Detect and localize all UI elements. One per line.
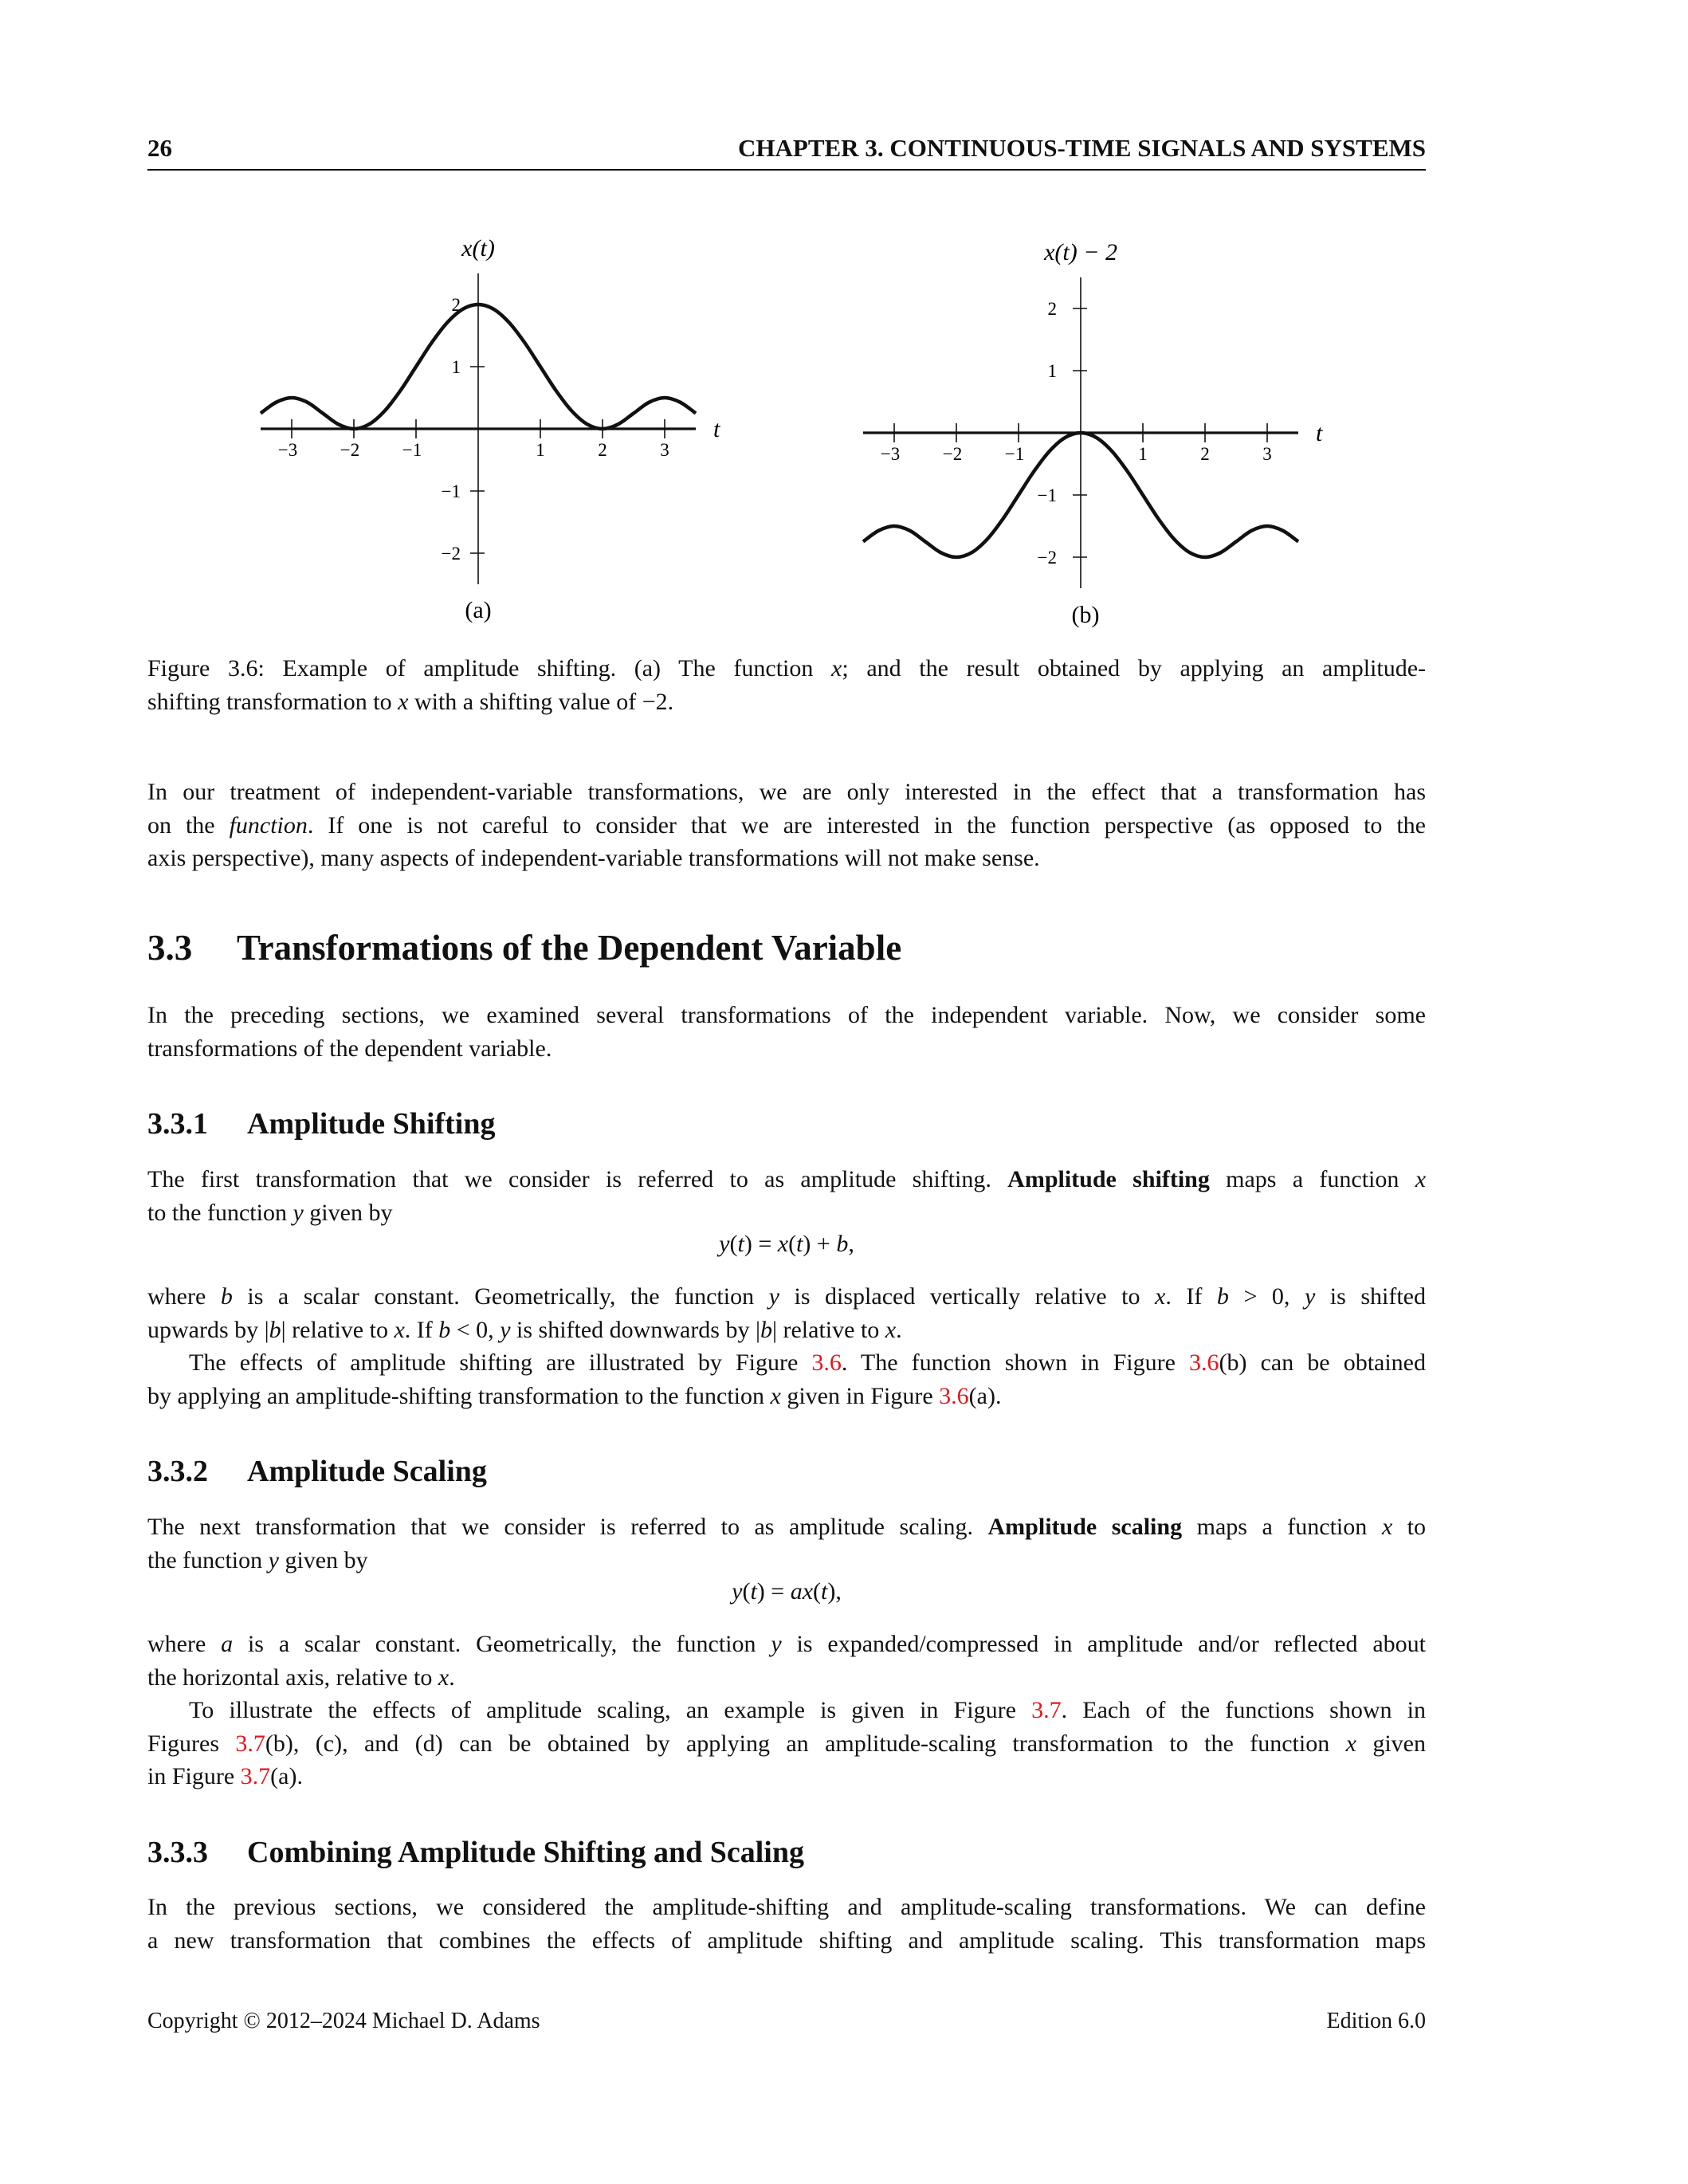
italic-text: y [732, 1578, 743, 1605]
text-run: ( [813, 1578, 822, 1605]
bold-term: Amplitude scaling [987, 1514, 1183, 1540]
x-tick-label: −2 [340, 440, 360, 460]
text-run: in Figure [147, 1763, 241, 1789]
italic-text: x [438, 1664, 449, 1691]
subsection-title: Combining Amplitude Shifting and Scaling [247, 1836, 804, 1869]
subsection-heading [147, 1835, 804, 1870]
text-run: maps a function [1209, 1166, 1415, 1192]
subsection-title: Amplitude Shifting [247, 1107, 496, 1141]
section-heading [147, 927, 901, 968]
text-run: given in Figure [780, 1382, 940, 1409]
italic-text: x [1415, 1166, 1427, 1192]
paragraph [147, 1510, 1426, 1577]
figure-link[interactable]: 3.6 [811, 1349, 842, 1376]
italic-text: t [796, 1231, 803, 1257]
figure-link[interactable]: 3.7 [235, 1730, 265, 1757]
text-run: . [896, 1316, 902, 1343]
subsection-number: 3.3.2 [147, 1455, 208, 1488]
subsection-heading [147, 1106, 495, 1141]
text-run: to the function [147, 1199, 293, 1226]
x-tick-label: −1 [402, 440, 422, 460]
text-line [147, 999, 1426, 1032]
text-run: given by [278, 1546, 368, 1573]
text-line [147, 1032, 1426, 1066]
text-run: (a). [968, 1382, 1002, 1409]
subsection-number: 3.3.1 [147, 1107, 208, 1141]
text-run: ) = [744, 1231, 778, 1257]
text-line [147, 1924, 1426, 1958]
section-title: Transformations of the Dependent Variable [237, 928, 902, 968]
figure-link[interactable]: 3.6 [939, 1382, 969, 1409]
text-run: . If one is not careful to consider that we are interested in the function perspective (as opposed to the [307, 811, 1427, 839]
x-tick-label: 3 [1262, 444, 1272, 464]
paragraph [147, 776, 1426, 875]
italic-text: x [394, 1316, 405, 1343]
x-tick-label: −2 [942, 444, 963, 464]
equation [147, 1578, 1426, 1605]
text-run: . Each of the functions shown in [1061, 1697, 1427, 1723]
italic-text: x [398, 688, 409, 715]
italic-text: y [768, 1283, 779, 1310]
text-line [147, 1891, 1426, 1924]
text-run: with a shifting value of −2. [408, 688, 674, 715]
y-tick-label: 2 [1047, 299, 1057, 319]
plot-a [261, 235, 720, 584]
text-run: . The function shown in Figure [841, 1349, 1189, 1376]
text-run: the function [147, 1546, 269, 1573]
text-run: To illustrate the effects of amplitude scaling, an example is given in Figure [189, 1697, 1032, 1723]
y-tick-label: −2 [1037, 548, 1057, 568]
y-tick-label: −1 [1037, 485, 1057, 505]
y-tick-label: −2 [441, 544, 461, 564]
italic-text: x [777, 1231, 789, 1257]
text-run: . If [1165, 1283, 1217, 1310]
text-run: maps a function [1182, 1514, 1382, 1540]
subsection-heading [147, 1454, 487, 1489]
paragraph [147, 1694, 1426, 1793]
text-line [147, 1510, 1426, 1544]
text-run: The first transformation that we consider is referred to as amplitude shifting. [147, 1166, 1008, 1192]
text-line [147, 1314, 1426, 1347]
text-run: , [848, 1231, 854, 1257]
paragraph [147, 1163, 1426, 1229]
text-run: is displaced vertically relative to [779, 1283, 1156, 1310]
text-line [147, 652, 1426, 685]
panel-label-b: (b) [1071, 602, 1100, 628]
text-run: given [1356, 1730, 1426, 1757]
figure-link[interactable]: 3.7 [240, 1763, 271, 1789]
italic-text: x [1155, 1283, 1166, 1310]
text-run: | relative to [772, 1316, 885, 1343]
equation [147, 1231, 1426, 1258]
x-tick-label: 2 [598, 440, 607, 460]
x-axis-label: t [1316, 420, 1323, 446]
paragraph [147, 1280, 1426, 1346]
text-line [147, 809, 1426, 843]
italic-text: x [1381, 1514, 1393, 1540]
x-tick-label: 2 [1200, 444, 1210, 464]
text-run: on the [147, 811, 230, 839]
footer-edition: Edition 6.0 [1326, 2009, 1426, 2033]
italic-text: b [1216, 1283, 1229, 1310]
text-run: The effects of amplitude shifting are illustrated by Figure [189, 1349, 812, 1376]
panel-label-a: (a) [465, 597, 492, 623]
italic-text: b [836, 1231, 849, 1257]
subsection-number: 3.3.3 [147, 1836, 208, 1869]
page-number: 26 [147, 134, 172, 162]
text-run: ( [729, 1231, 738, 1257]
paragraph [147, 999, 1426, 1065]
italic-text: t [750, 1578, 757, 1605]
text-line [147, 1196, 1426, 1230]
text-run: by applying an amplitude-shifting transformation to the function [147, 1382, 771, 1409]
italic-text: y [268, 1546, 279, 1573]
text-run: | relative to [281, 1316, 395, 1343]
text-run: ) = [756, 1578, 791, 1605]
text-run: < 0, [450, 1316, 501, 1343]
text-run: is a scalar constant. Geometrically, the function [233, 1631, 771, 1657]
figure-caption [147, 652, 1426, 718]
italic-text: x [885, 1316, 897, 1343]
italic-text: y [1304, 1283, 1316, 1310]
text-run: is a scalar constant. Geometrically, the function [232, 1283, 769, 1310]
italic-text: x [831, 655, 842, 682]
text-run: (a). [270, 1763, 303, 1789]
text-run: In our treatment of independent-variable transformations, we are only interested in the effect that a transformation has [147, 779, 1426, 805]
text-run: a new transformation that combines the effects of amplitude shifting and amplitude scaling. This transformation maps [147, 1927, 1426, 1954]
x-tick-label: −1 [1004, 444, 1025, 464]
italic-text: x [770, 1382, 781, 1409]
text-line [147, 1694, 1426, 1727]
text-run: where [147, 1283, 221, 1310]
y-axis-label: x(t) − 2 [1044, 239, 1117, 265]
italic-text: b [438, 1316, 451, 1343]
x-tick-label: 3 [660, 440, 669, 460]
paragraph [147, 1891, 1426, 1957]
text-line [147, 1280, 1426, 1314]
x-tick-label: −3 [277, 440, 298, 460]
y-tick-label: 1 [451, 357, 461, 377]
text-line [147, 1544, 1426, 1577]
italic-text: ax [790, 1578, 814, 1605]
text-run: shifting transformation to [147, 688, 398, 715]
text-run: (b) can be obtained [1219, 1349, 1426, 1376]
subsection-title: Amplitude Scaling [247, 1455, 487, 1488]
text-run: transformations of the dependent variable. [147, 1035, 552, 1062]
y-tick-label: 1 [1047, 361, 1057, 381]
italic-text: b [220, 1283, 233, 1310]
text-line [147, 1380, 1426, 1413]
text-run: axis perspective), many aspects of independent-variable transformations will not make sense. [147, 845, 1040, 871]
plot-b [863, 239, 1323, 588]
x-axis-label: t [713, 416, 720, 442]
text-run: is shifted [1315, 1283, 1426, 1310]
figure-link[interactable]: 3.7 [1031, 1697, 1062, 1723]
footer-copyright: Copyright © 2012–2024 Michael D. Adams [147, 2009, 540, 2033]
text-line [147, 1346, 1426, 1380]
italic-text: y [500, 1316, 511, 1343]
italic-text: y [719, 1231, 730, 1257]
text-run: the horizontal axis, relative to [147, 1664, 438, 1691]
text-run: (b), (c), and (d) can be obtained by applying an amplitude-scaling transformation to the function [265, 1730, 1346, 1757]
paragraph [147, 1346, 1426, 1412]
text-line [147, 1661, 1426, 1695]
text-run: is shifted downwards by | [510, 1316, 760, 1343]
text-run: Figures [147, 1730, 236, 1757]
text-run: Figure 3.6: Example of amplitude shifting. (a) The function [147, 655, 832, 682]
italic-text: function [229, 811, 308, 839]
x-tick-label: −3 [880, 444, 901, 464]
text-run: The next transformation that we consider is referred to as amplitude scaling. [147, 1514, 988, 1540]
italic-text: x [1345, 1730, 1356, 1757]
italic-text: t [737, 1231, 744, 1257]
text-run: . [449, 1664, 455, 1691]
y-axis-label: x(t) [461, 235, 495, 261]
text-run: ( [788, 1231, 797, 1257]
text-run: ), [827, 1578, 842, 1605]
text-run: . If [404, 1316, 439, 1343]
text-run: given by [303, 1199, 393, 1226]
text-line [147, 1163, 1426, 1196]
italic-text: t [821, 1578, 828, 1605]
text-line [147, 842, 1426, 875]
text-run: is expanded/compressed in amplitude and/or reflected about [781, 1631, 1426, 1657]
section-number: 3.3 [147, 928, 193, 968]
figure-3-6 [0, 0, 1688, 654]
text-run: where [147, 1631, 222, 1657]
text-run: ( [742, 1578, 751, 1605]
text-line [147, 1628, 1426, 1661]
text-run: to [1392, 1514, 1427, 1540]
text-run: > 0, [1228, 1283, 1305, 1310]
y-tick-label: 2 [451, 295, 461, 315]
italic-text: y [292, 1199, 304, 1226]
text-run: ) + [803, 1231, 837, 1257]
x-tick-label: 1 [1138, 444, 1148, 464]
text-line [147, 685, 1426, 719]
x-tick-label: 1 [536, 440, 545, 460]
text-line [147, 1760, 1426, 1793]
bold-term: Amplitude shifting [1007, 1166, 1210, 1192]
running-header: CHAPTER 3. CONTINUOUS-TIME SIGNALS AND SYSTEMS [738, 134, 1426, 162]
italic-text: a [221, 1631, 234, 1657]
text-run: ; and the result obtained by applying an amplitude- [842, 655, 1426, 682]
figure-link[interactable]: 3.6 [1189, 1349, 1219, 1376]
italic-text: y [771, 1631, 782, 1657]
text-line [147, 776, 1426, 809]
text-run: In the previous sections, we considered the amplitude-shifting and amplitude-scaling transformations. We can define [147, 1894, 1426, 1920]
italic-text: b [269, 1316, 281, 1343]
italic-text: b [760, 1316, 772, 1343]
paragraph [147, 1628, 1426, 1694]
text-line [147, 1727, 1426, 1761]
text-run: In the preceding sections, we examined several transformations of the independent variable. Now, we consider some [147, 1002, 1426, 1028]
y-tick-label: −1 [441, 481, 461, 501]
text-run: upwards by | [147, 1316, 269, 1343]
